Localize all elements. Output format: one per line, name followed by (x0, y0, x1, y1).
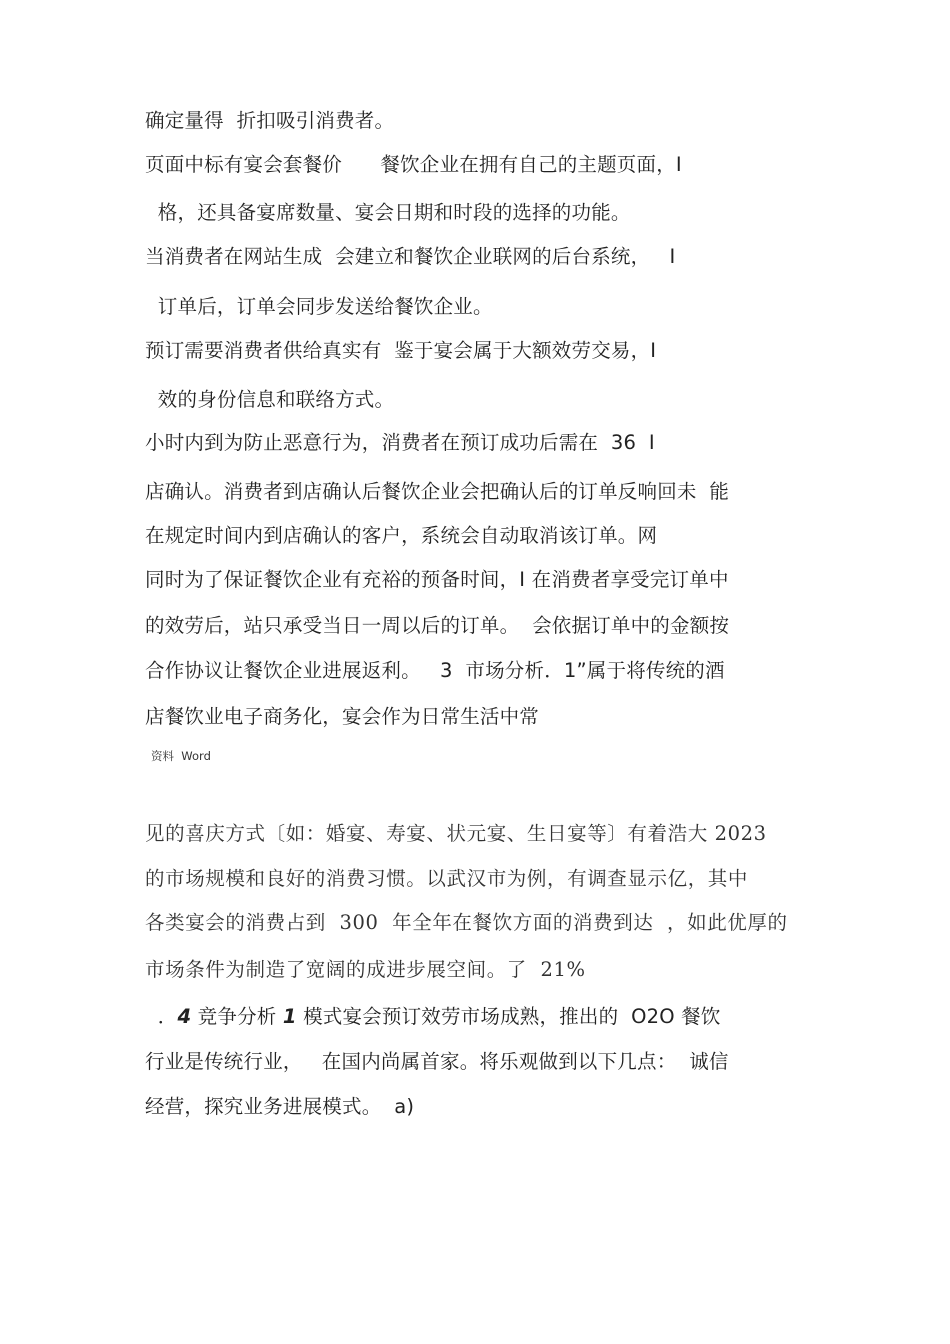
text-line: 页面中标有宴会套餐价 餐饮企业在拥有自己的主题页面，I (145, 153, 682, 176)
text-line: 行业是传统行业， 在国内尚属首家。将乐观做到以下几点： 诚信 (145, 1050, 729, 1073)
text-line: 效的身份信息和联络方式。 (145, 388, 395, 411)
text-line: 店餐饮业电子商务化，宴会作为日常生活中常 (145, 705, 540, 728)
text-line: 见的喜庆方式〔如：婚宴、寿宴、状元宴、生日宴等〕有着浩大 2023 (145, 822, 767, 845)
text-line: 经营，探究业务进展模式。 a) (145, 1095, 415, 1118)
text-line: 当消费者在网站生成 会建立和餐饮企业联网的后台系统， I (145, 245, 676, 268)
text-line: 订单后，订单会同步发送给餐饮企业。 (145, 295, 493, 318)
text-line: 确定量得 折扣吸引消费者。 (145, 109, 395, 132)
text-line: 的效劳后，站只承受当日一周以后的订单。 会依据订单中的金额按 (145, 614, 730, 637)
heading-number-2: 1 (282, 1005, 297, 1028)
heading-rest: 模式宴会预订效劳市场成熟，推出的 O2O 餐饮 (296, 1005, 721, 1028)
section-heading-line (145, 1004, 721, 1030)
page-footer-label: 资料 Word (151, 749, 211, 763)
text-line: 格，还具备宴席数量、宴会日期和时段的选择的功能。 (145, 201, 631, 224)
text-line: 在规定时间内到店确认的客户，系统会自动取消该订单。网 (145, 524, 658, 547)
heading-title: 竞争分析 (191, 1005, 283, 1028)
text-line: 各类宴会的消费占到 300 年全年在餐饮方面的消费到达 ，如此优厚的 (145, 911, 788, 934)
text-line: 市场条件为制造了宽阔的成进步展空间。了 21% (145, 958, 586, 981)
text-line: 预订需要消费者供给真实有 鉴于宴会属于大额效劳交易，I (145, 339, 657, 362)
text-line: 店确认。消费者到店确认后餐饮企业会把确认后的订单反响回未 能 (145, 480, 730, 503)
heading-number-1: 4 (177, 1005, 192, 1028)
heading-prefix: ． (145, 1005, 178, 1028)
text-line: 同时为了保证餐饮企业有充裕的预备时间，I 在消费者享受完订单中 (145, 568, 729, 591)
text-line: 小时内到为防止恶意行为，消费者在预订成功后需在 36 I (145, 431, 655, 454)
text-line: 的市场规模和良好的消费习惯。以武汉市为例，有调查显示亿，其中 (145, 867, 749, 890)
text-line: 合作协议让餐饮企业进展返利。 3 市场分析．1”属于将传统的酒 (145, 659, 725, 682)
